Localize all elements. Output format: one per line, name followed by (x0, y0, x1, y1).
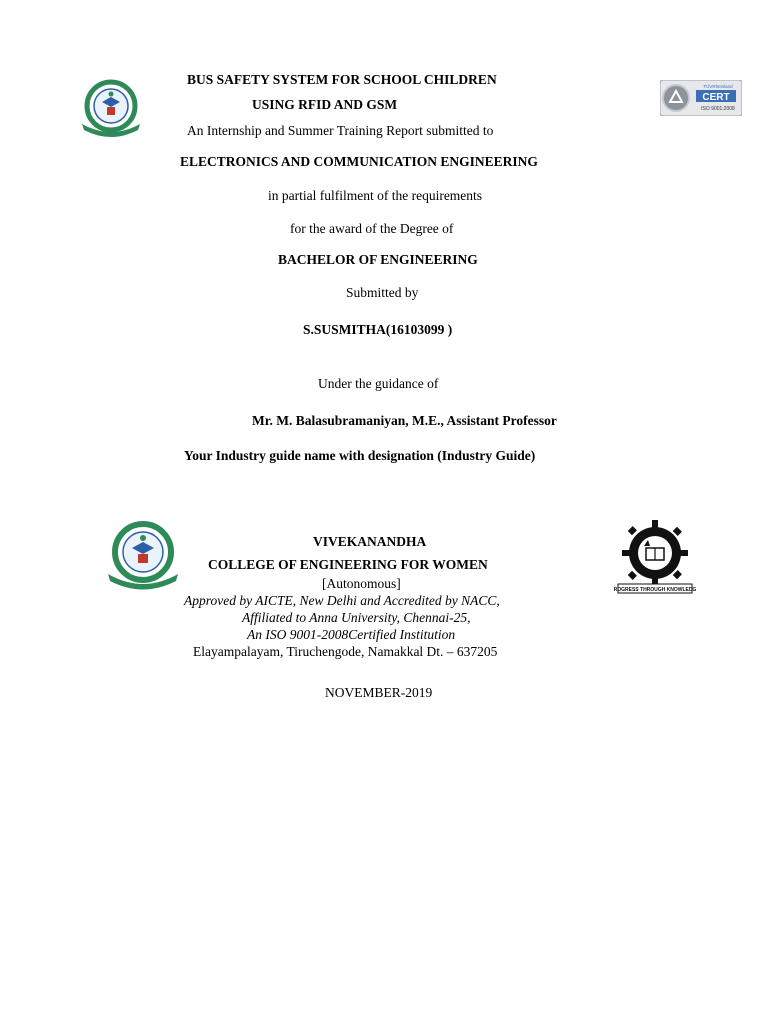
award-line: for the award of the Degree of (290, 221, 454, 236)
cert-iso-text: ISO 9001:2008 (701, 106, 735, 112)
cert-main-text: CERT (702, 92, 730, 103)
title-line-2: USING RFID AND GSM (252, 97, 398, 112)
guide-name: Mr. M. Balasubramaniyan, M.E., Assistant Professor (252, 413, 557, 428)
tuv-cert-logo (660, 80, 742, 116)
college-iso: An ISO 9001-2008Certified Institution (247, 627, 456, 642)
college-seal-logo-bottom (102, 518, 184, 594)
degree: BACHELOR OF ENGINEERING (278, 252, 478, 267)
anna-university-logo (614, 520, 696, 596)
industry-guide: Your Industry guide name with designation (Industry Guide) (184, 448, 536, 463)
college-seal-logo-top (76, 76, 146, 142)
college-affiliation: Affiliated to Anna University, Chennai-25, (242, 610, 471, 625)
report-line: An Internship and Summer Training Report submitted to (187, 123, 494, 138)
cert-small-text: TÜVRheinland (703, 84, 733, 89)
student-name: S.SUSMITHA(16103099 ) (303, 322, 453, 337)
title-line-1: BUS SAFETY SYSTEM FOR SCHOOL CHILDREN (187, 72, 497, 87)
college-name-1: VIVEKANANDHA (313, 534, 427, 549)
college-approval: Approved by AICTE, New Delhi and Accredited by NACC, (184, 593, 500, 608)
guidance-line: Under the guidance of (318, 376, 439, 391)
anna-motto-text: PROGRESS THROUGH KNOWLEDGE (614, 587, 696, 593)
submitted-by: Submitted by (346, 285, 419, 300)
college-address: Elayampalayam, Tiruchengode, Namakkal Dt. – 637205 (193, 644, 498, 659)
report-date: NOVEMBER-2019 (325, 685, 433, 700)
college-name-2: COLLEGE OF ENGINEERING FOR WOMEN (208, 557, 488, 572)
college-status: [Autonomous] (322, 576, 401, 591)
fulfilment-line: in partial fulfilment of the requirements (268, 188, 483, 203)
department: ELECTRONICS AND COMMUNICATION ENGINEERING (180, 154, 538, 169)
